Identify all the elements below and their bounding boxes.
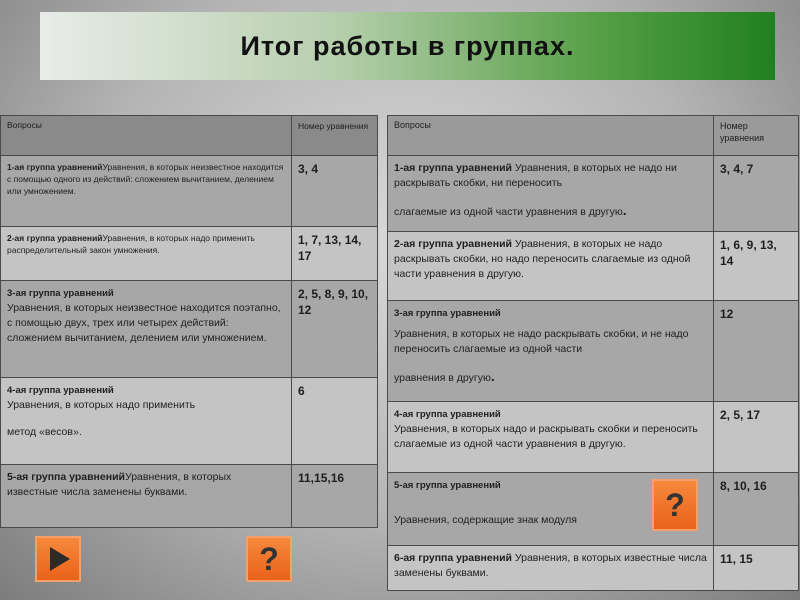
question-cell [388,546,714,591]
question-cell [1,281,292,378]
group-description: Уравнения, в которых не надо ни раскрывать скобки, ни переносить [394,162,677,189]
group-description-continued: метод «весов». [7,426,82,438]
equation-numbers: 8, 10, 16 [714,473,799,546]
group-label: 1-ая группа уравнений [394,162,512,174]
header-questions: Вопросы [1,116,292,156]
question-cell [1,378,292,465]
left-results-table [0,115,378,528]
question-cell [388,232,714,301]
help-button-left[interactable] [246,536,292,582]
group-description: Уравнения, в которых неизвестное находится поэтапно, с помощью двух, трех или четырех действий: сложением вычитанием, делением или умножением. [7,302,281,344]
group-description: Уравнения, в которых известные числа заменены буквами. [7,471,232,498]
table-row [388,546,799,591]
title-banner [40,12,775,80]
end-dot: . [490,368,495,384]
header-number: Номер уравнения [292,116,378,156]
question-cell [1,465,292,528]
group-label: 2-ая группа уравнений [7,233,103,243]
equation-numbers: 11,15,16 [292,465,378,528]
group-label: 1-ая группа уравнений [7,162,103,172]
group-description: Уравнения, в которых надо применить [7,399,196,411]
table-row [388,402,799,473]
group-label: 3-ая группа уравнений [394,308,501,319]
group-description: Уравнения, в которых не надо раскрывать скобки, но надо переносить слагаемые из одной части уравнения в другую. [394,238,691,280]
right-results-table [387,115,799,591]
group-description-continued: уравнения в другую [394,372,491,384]
group-description: Уравнения, в которых надо и раскрывать скобки и переносить слагаемые из одной части уравнения в другую. [394,423,698,450]
group-label: 3-ая группа уравнений [7,288,114,299]
play-icon [50,547,70,571]
table-row [1,156,378,227]
question-cell [388,156,714,232]
question-mark-icon: ? [665,486,685,523]
equation-numbers: 12 [714,301,799,402]
equation-numbers: 6 [292,378,378,465]
equation-numbers: 3, 4 [292,156,378,227]
group-label: 2-ая группа уравнений [394,238,512,250]
group-description: Уравнения, в которых не надо раскрывать скобки, и не надо переносить слагаемые из одной части [394,328,689,355]
header-questions: Вопросы [388,116,714,156]
table-header-row [1,116,378,156]
group-label: 4-ая группа уравнений [7,385,114,396]
equation-numbers: 2, 5, 8, 9, 10, 12 [292,281,378,378]
table-row [1,281,378,378]
question-cell [388,301,714,402]
equation-numbers: 1, 6, 9, 13, 14 [714,232,799,301]
table-row [388,301,799,402]
group-label: 4-ая группа уравнений [394,409,501,420]
table-row [388,156,799,232]
page-title: Итог работы в группах. [240,30,575,61]
equation-numbers: 11, 15 [714,546,799,591]
table-row [388,232,799,301]
group-label: 6-ая группа уравнений [394,552,512,564]
question-cell [388,402,714,473]
table-row [388,473,799,546]
group-description: Уравнения, содержащие знак модуля [394,514,577,526]
help-button-right[interactable] [652,479,698,531]
group-label: 5-ая группа уравнений [394,480,501,491]
question-cell [1,156,292,227]
table-row [1,465,378,528]
group-label: 5-ая группа уравнений [7,471,125,483]
group-description: Уравнения, в которых надо применить распределительный закон умножения. [7,233,255,255]
table-header-row [388,116,799,156]
group-description-continued: слагаемые из одной части уравнения в другую [394,206,623,218]
question-cell [1,227,292,281]
group-description: Уравнения, в которых известные числа заменены буквами. [394,552,707,579]
header-number: Номер уравнения [714,116,799,156]
group-description: Уравнения, в которых неизвестное находится с помощью одного из действий: сложением вычитанием, делением или умножением. [7,162,284,196]
next-slide-button[interactable] [35,536,81,582]
question-mark-icon: ? [259,540,279,577]
equation-numbers: 2, 5, 17 [714,402,799,473]
table-row [1,227,378,281]
equation-numbers: 3, 4, 7 [714,156,799,232]
table-row [1,378,378,465]
equation-numbers: 1, 7, 13, 14, 17 [292,227,378,281]
end-dot: . [622,202,627,218]
